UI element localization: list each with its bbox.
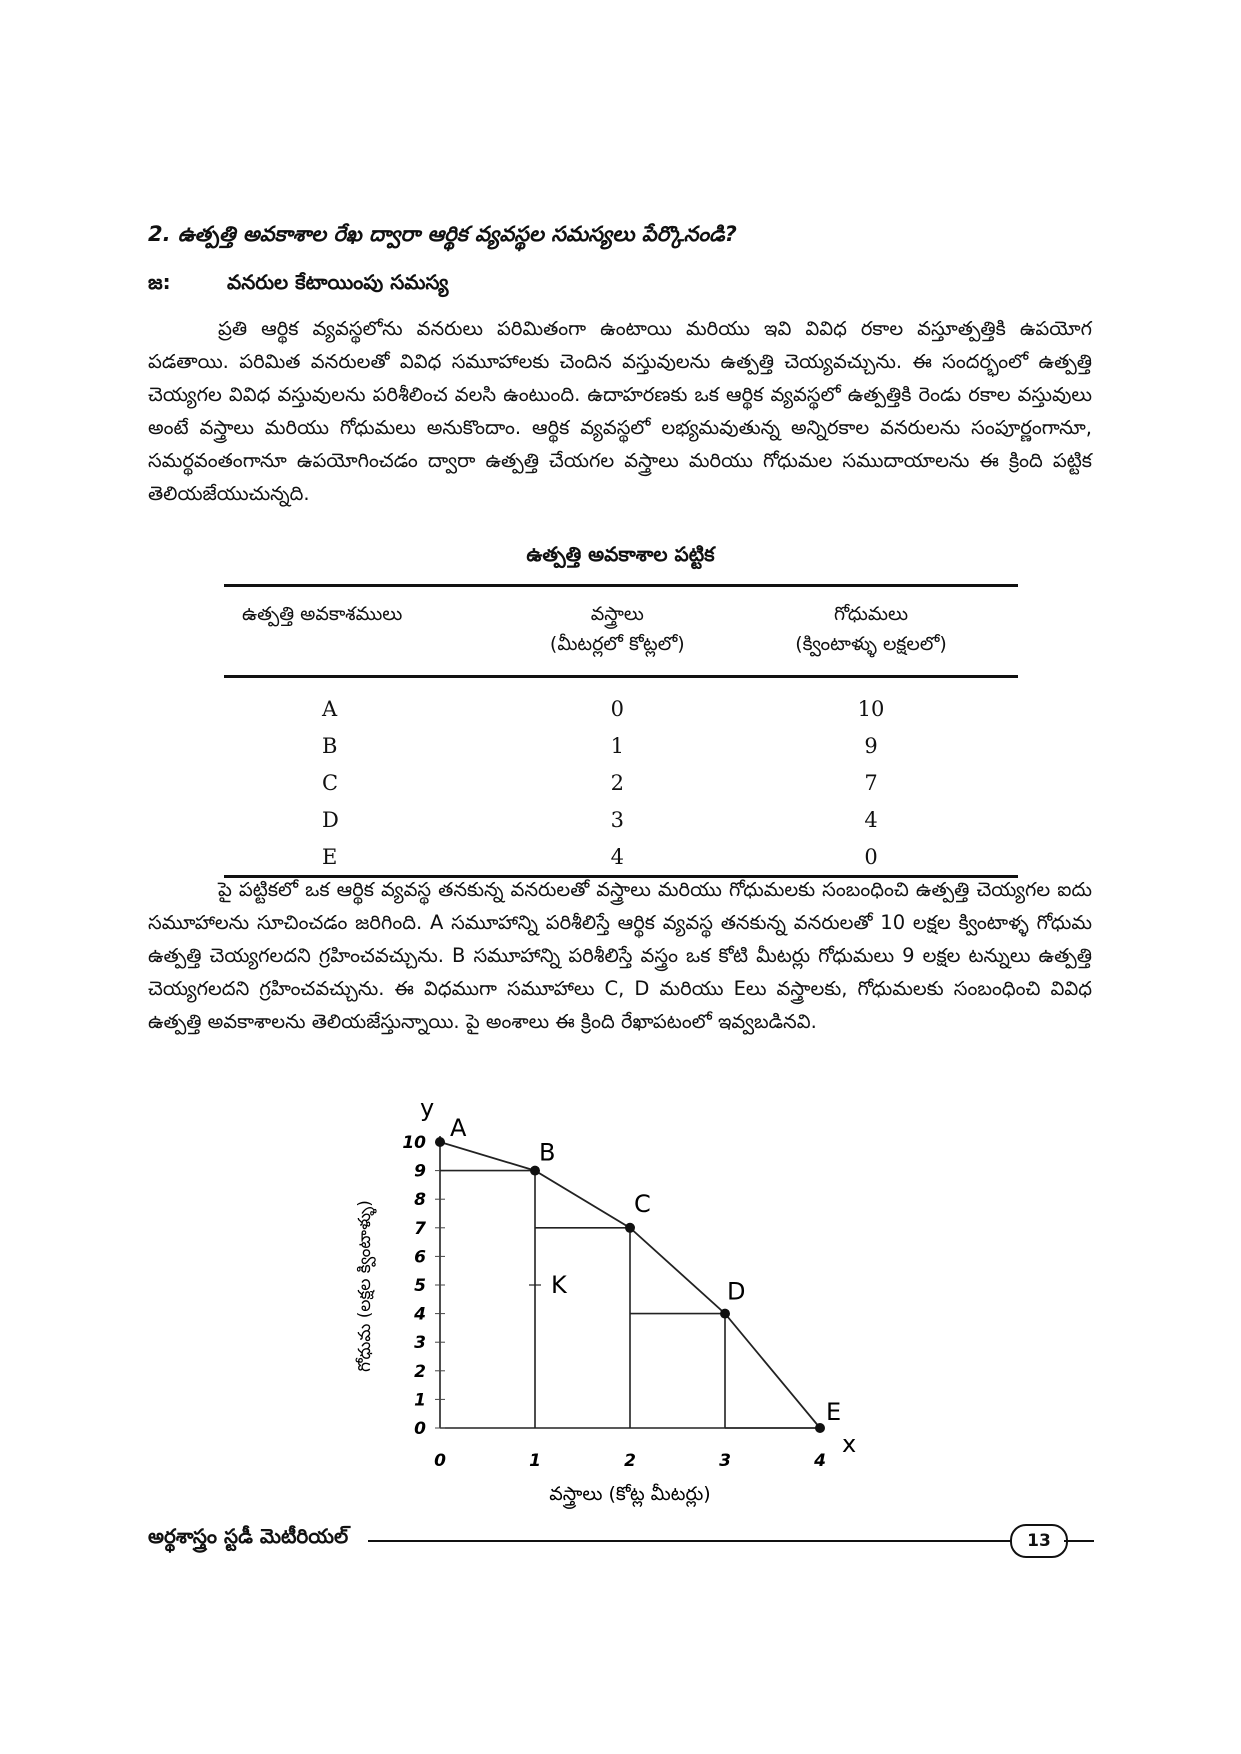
- point-B: [530, 1166, 540, 1176]
- point-label: C: [634, 1189, 651, 1218]
- y-tick-label: 0: [414, 1419, 426, 1439]
- y-tick-label: 3: [414, 1333, 426, 1354]
- y-tick-label: 6: [414, 1247, 426, 1268]
- x-axis-letter: x: [842, 1430, 857, 1458]
- answer-heading: వనరుల కేటాయింపు సమస్య: [226, 270, 449, 294]
- cloth-value: 0: [610, 696, 624, 721]
- point-A: [435, 1137, 445, 1147]
- point-D: [720, 1309, 730, 1319]
- footer-title: అర్థశాస్త్రం స్టడీ మెటీరియల్: [148, 1524, 349, 1548]
- question-heading: 2. ఉత్పత్తి అవకాశాల రేఖ ద్వారా ఆర్థిక వ్యవస్థల సమస్యలు పేర్కొనండి?: [148, 222, 737, 246]
- wheat-value: 7: [864, 770, 878, 795]
- cloth-value: 4: [511, 838, 724, 877]
- point-label: B: [539, 1138, 556, 1167]
- footer-rule-end: [1064, 1540, 1094, 1542]
- header-cloth-unit: (మీటర్లలో కోట్లలో): [511, 631, 724, 677]
- row-label: E: [224, 838, 511, 877]
- y-axis-letter: y: [420, 1094, 435, 1122]
- x-tick-label: 4: [814, 1451, 826, 1471]
- x-tick-label: 2: [624, 1451, 636, 1471]
- y-tick-label: 4: [414, 1304, 426, 1325]
- row-label: C: [322, 770, 339, 795]
- answer-label: జ:: [148, 270, 171, 294]
- inner-point-label: K: [551, 1271, 567, 1299]
- y-tick-label: 9: [414, 1161, 426, 1182]
- header-possibilities-unit: [224, 631, 511, 677]
- header-wheat: గోధుమలు: [724, 586, 1018, 632]
- table-title: ఉత్పత్తి అవకాశాల పట్టిక: [526, 542, 715, 566]
- wheat-value: 0: [724, 838, 1018, 877]
- table-row: [224, 727, 1018, 764]
- y-axis-title: గోధుమ (లక్షల క్వింటాళ్ళు): [355, 1200, 375, 1372]
- table-row: [224, 764, 1018, 801]
- y-tick-label: 10: [402, 1133, 426, 1153]
- point-E: [815, 1423, 825, 1433]
- table-row: [224, 838, 1018, 877]
- production-possibility-table: [224, 584, 1018, 878]
- footer-rule: [368, 1540, 1010, 1542]
- point-C: [625, 1223, 635, 1233]
- header-cloth: వస్త్రాలు: [511, 586, 724, 632]
- wheat-value: 9: [864, 733, 878, 758]
- wheat-value: 10: [857, 696, 885, 721]
- x-tick-label: 1: [529, 1451, 541, 1471]
- x-axis-title: వస్త్రాలు (కోట్ల మీటర్లు): [549, 1483, 711, 1505]
- x-tick-label: 0: [434, 1451, 446, 1471]
- point-label: D: [727, 1277, 746, 1306]
- x-tick-label: 3: [719, 1451, 731, 1471]
- wheat-value: 4: [864, 807, 878, 832]
- explanation-paragraph: పై పట్టికలో ఒక ఆర్థిక వ్యవస్థ తనకున్న వనరులతో వస్త్రాలు మరియు గోధుమలకు సంబంధించి ఉత్పత్తి చెయ్యగల ఐదు సమూహాలను సూచించడం జరిగింది. A సమూహాన్ని పరిశీలిస్తే ఆర్థిక వ్యవస్థ తనకున్న వనరులతో 10 లక్షల క్వింటాళ్ళ గోధుమ ఉత్పత్తి చెయ్యగలదని గ్రహించవచ్చును. B సమూహాన్ని పరిశీలిస్తే వస్త్రం ఒక కోటి మీటర్లు గోధుమలు 9 లక్షల టన్నులు ఉత్పత్తి చెయ్యగలదని గ్రహించవచ్చును. ఈ విధముగా సమూహాలు C, D మరియు Eలు వస్త్రాలకు, గోధుమలకు సంబంధించి వివిధ ఉత్పత్తి అవకాశాలను తెలియజేస్తున్నాయి. పై అంశాలు ఈ క్రింది రేఖాపటంలో ఇవ్వబడినవి.: [148, 878, 1092, 1033]
- point-label: A: [450, 1114, 467, 1142]
- y-tick-label: 8: [414, 1190, 426, 1211]
- y-tick-label: 7: [414, 1218, 426, 1239]
- point-label: E: [826, 1398, 842, 1426]
- header-possibilities: ఉత్పత్తి అవకాశములు: [224, 586, 511, 632]
- row-label: B: [322, 733, 338, 758]
- cloth-value: 3: [610, 807, 624, 832]
- intro-paragraph: ప్రతి ఆర్థిక వ్యవస్థలోను వనరులు పరిమితంగా ఉంటాయి మరియు ఇవి వివిధ రకాల వస్తూత్పత్తికి ఉపయోగ పడతాయి. పరిమిత వనరులతో వివిధ సమూహాలకు చెందిన వస్తువులను ఉత్పత్తి చెయ్యవచ్చును. ఈ సందర్భంలో ఉత్పత్తి చెయ్యగల వివిధ వస్తువులను పరిశీలించ వలసి ఉంటుంది. ఉదాహరణకు ఒక ఆర్థిక వ్యవస్థలో ఉత్పత్తికి రెండు రకాల వస్తువులు అంటే వస్త్రాలు మరియు గోధుమలు అనుకొందాం. ఆర్థిక వ్యవస్థలో లభ్యమవుతున్న అన్నిరకాల వనరులను సంపూర్ణంగానూ, సమర్థవంతంగానూ ఉపయోగించడం ద్వారా ఉత్పత్తి చేయగల వస్త్రాలు మరియు గోధుమల సముదాయాలను ఈ క్రింది పట్టిక తెలియజేయుచున్నది.: [148, 317, 1092, 505]
- row-label: A: [322, 696, 338, 721]
- ppf-chart: [330, 1080, 890, 1510]
- table-row: [224, 677, 1018, 728]
- y-tick-label: 1: [414, 1390, 426, 1411]
- page-number: 13: [1010, 1524, 1068, 1558]
- header-wheat-unit: (క్వింటాళ్ళు లక్షలలో): [724, 631, 1018, 677]
- row-label: D: [322, 807, 339, 832]
- y-tick-label: 2: [414, 1361, 426, 1382]
- y-tick-label: 5: [414, 1276, 426, 1296]
- table-row: [224, 801, 1018, 838]
- answer-heading-row: [148, 270, 448, 299]
- cloth-value: 1: [610, 733, 624, 758]
- cloth-value: 2: [610, 770, 624, 795]
